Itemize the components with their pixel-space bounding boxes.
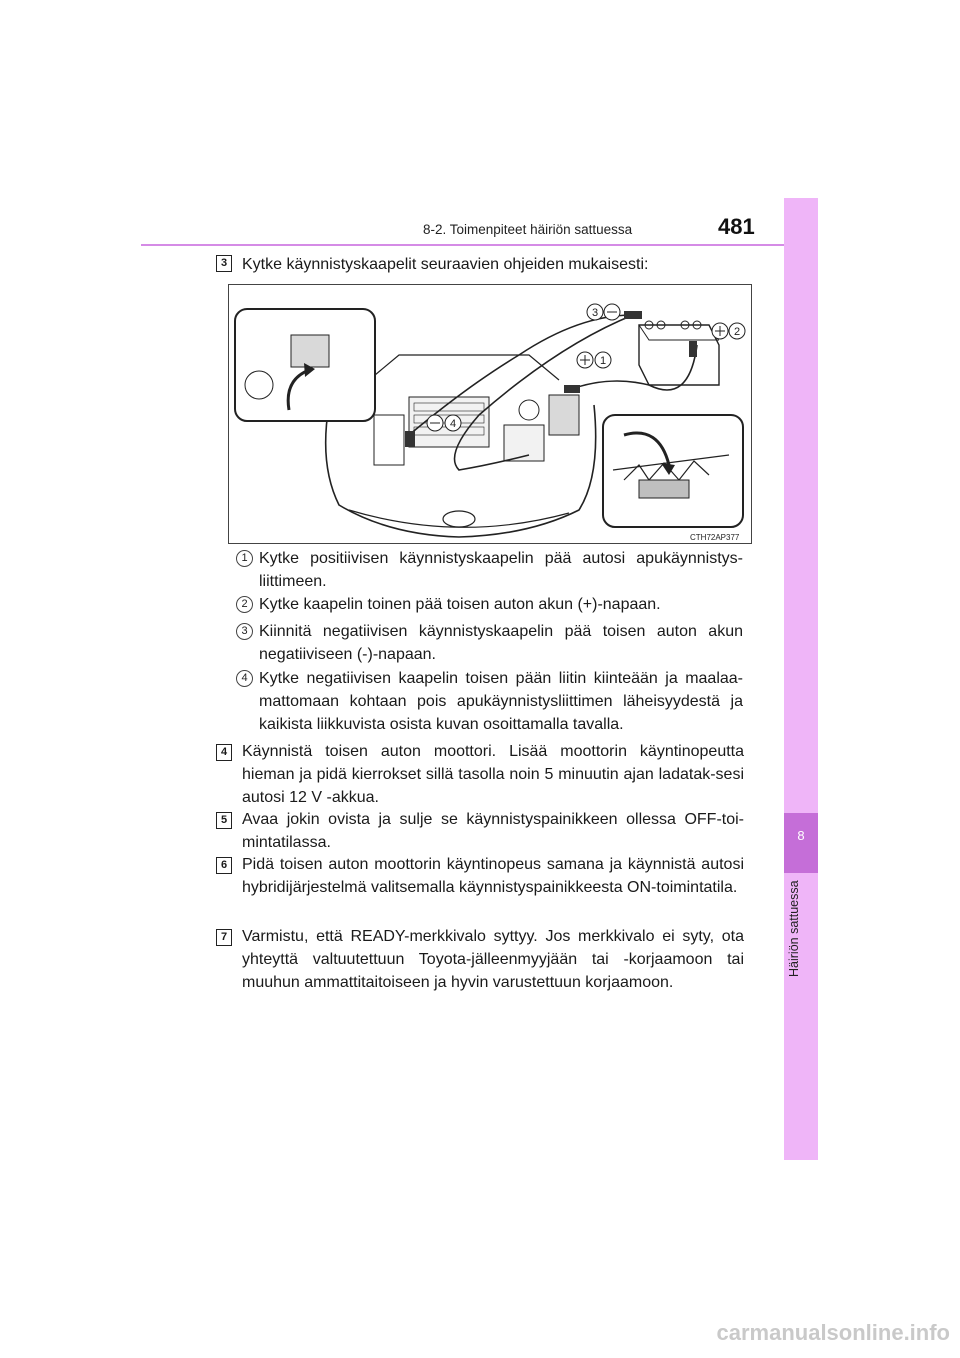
step-number-box: 6 <box>216 857 232 874</box>
step-text: Pidä toisen auton moottorin käyntinopeus samana ja käynnistä autosi hybridijärjestelmä valitsemalla käynnistyspainikkeesta ON-toimintatila. <box>242 856 744 896</box>
chapter-number-box <box>784 813 818 873</box>
substep-number: 4 <box>236 670 253 687</box>
substep-number: 1 <box>236 550 253 567</box>
page-number: 481 <box>718 214 755 239</box>
step-number-box: 7 <box>216 929 232 946</box>
callout-4: 4 <box>449 418 457 430</box>
callout-3: 3 <box>591 307 599 319</box>
substep-number: 2 <box>236 596 253 613</box>
step-number-box: 3 <box>216 255 232 272</box>
header-divider <box>141 244 817 246</box>
section-title: 8-2. Toimenpiteet häiriön sattuessa <box>423 222 633 237</box>
watermark: carmanualsonline.info <box>716 1320 950 1345</box>
callout-2: 2 <box>733 326 741 338</box>
figure-code: CTH72AP377 <box>690 533 740 542</box>
chapter-number: 8 <box>797 828 805 843</box>
step-number-box: 4 <box>216 744 232 761</box>
substep-text: Kytke negatiivisen kaapelin toisen pään liitin kiinteään ja maalaa-mattomaan kohtaan pois apukäynnistysliittimen läheisyydestä ja kaikista liikkuvista osista kuvan osoittamalla tavalla. <box>259 670 743 733</box>
substep-text: Kiinnitä negatiivisen käynnistyskaapelin pää toisen auton akun negatiiviseen (-)-napaan. <box>259 623 743 663</box>
chapter-title-text: Häiriön sattuessa <box>787 880 801 977</box>
step-text: Käynnistä toisen auton moottori. Lisää moottorin käyntinopeutta hieman ja pidä kierrokset sillä tasolla noin 5 minuutin ajan ladatak-sesi autosi 12 V -akkua. <box>242 743 744 806</box>
substep-text: Kytke kaapelin toinen pää toisen auton akun (+)-napaan. <box>259 596 661 613</box>
substep-text: Kytke positiivisen käynnistyskaapelin pää autosi apukäynnistys-liittimeen. <box>259 550 743 590</box>
step-text: Avaa jokin ovista ja sulje se käynnistyspainikkeen ollessa OFF-toi-mintatilassa. <box>242 811 744 851</box>
jump-start-illustration <box>228 284 752 544</box>
substep-number: 3 <box>236 623 253 640</box>
step-text: Kytke käynnistyskaapelit seuraavien ohjeiden mukaisesti: <box>242 256 649 273</box>
step-text: Varmistu, että READY-merkkivalo syttyy. Jos merkkivalo ei syty, ota yhteyttä valtuutettuun Toyota-jälleenmyyjään tai -korjaamoon tai muuhun ammattitaitoiseen ja hyvin varustettuun korjaamoon. <box>242 928 744 991</box>
engine-bay-drawing <box>229 285 751 543</box>
chapter-title <box>787 880 815 1100</box>
step-number-box: 5 <box>216 812 232 829</box>
callout-1: 1 <box>599 355 607 367</box>
